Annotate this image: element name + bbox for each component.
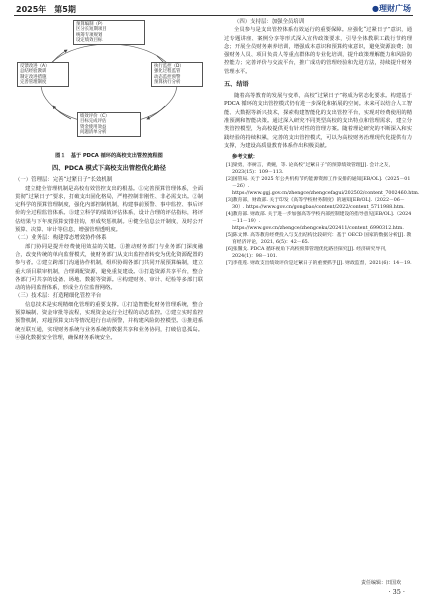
box-do-line-1: 强化过程监管 [154, 69, 181, 75]
box-plan [73, 20, 145, 45]
pdca-diagram [15, 18, 203, 150]
box-do-title: 执行监控（D） [154, 64, 184, 69]
box-do-line-2: 动态监控预警 [154, 74, 181, 80]
box-do-line-3: 预算执行分析 [154, 79, 181, 85]
section-4-title: 四、PDCA 模式下高校支出管控优化路径 [52, 165, 166, 173]
box-act-title: 反馈改进（A） [20, 64, 50, 69]
box-plan-title: 预算编制（P） [76, 22, 105, 27]
box-plan-line-2: 统筹专项规划 [76, 32, 103, 38]
left-column [15, 18, 203, 342]
subsection-3-title: （三）技术层：打造精细化管控平台 [15, 293, 102, 300]
reference-item: [4]教育部. 财政部. 关于进一步加强高等学校内部控制建设的指导意见[EB/OL].（2024－11－19）. https://www.gov.cn/zhengce/zhengceku/202411/content_6990312.htm. [226, 212, 412, 232]
box-check-line-1: 目标完成评估 [80, 119, 107, 125]
subsection-2-body: 部门协同是提升经费使用效益的关键。①推动财务部门与业务部门深度融合，改变传统的单向监督模式，使财务部门从支出监控者转变为优化资源配置的参与者。②建立跨部门沟通协作机制，组织协调各部门共同开展预算编制，建立重大项目联审机制，合理调配资源，避免重复建设。③打造资源共享平台，整合各部门可共享的设备、场地、数据等资源。④构建财务、审计、纪检等多部门联动的协同监督体系，形成全方位监督网络。 [15, 243, 203, 292]
box-check [77, 112, 141, 137]
subsection-4-title: （四）支持层：加强全员培训 [234, 19, 305, 25]
subsection-1-body: 建立健全管理机制是高校有效管控支出的根基。①完善预算管理体系，全面贯彻“过紧日子”要求，打破支出固化格局，严格控制非刚性、非必需支出。②制定科学的预算管理制度，强化内部控制机制，构建事前预警、事中监控、事后评价的全过程监管体系。③建立科学的绩效评估体系，设计合理的评估指标，将评估结果与下年度预算安排挂钩，形成奖惩机制。④健全信息公开制度，及时公开预算、决算、审计等信息，增强管理透明度。 [15, 185, 203, 234]
box-check-line-3: 问题清单分析 [80, 129, 107, 135]
reference-item: [3]教育部，财政部. 关于印发《高等学校财务制度》的通知[EB/OL].（2022－06－30）. https://www.gov.cn/gongbao/content/2022/content_5711988.htm. [226, 198, 405, 211]
header-rule [14, 15, 413, 16]
references-title: 参考文献： [232, 154, 258, 161]
subsection-4-body: 全员参与是支出管控体系有效运行的重要保障。应强化“过紧日子”意识，通过专题讲座、案例分享等形式深入宣传政策要求，引导全体教职工践行节约理念；开展全员财务素养培训，增强成本意识和预算约束意识，避免资源浪费；加强财务人员、项目负责人等重点群体的专业化培训，提升政策理解能力和风险防控能力；完善评价与交流平台，推广成功的管理经验和先进方法，持续提升财务管理水平。 [224, 27, 412, 75]
section-5-body: 随着高等教育的发展与变革，高校“过紧日子”将成为常态化要求。构建基于 PDCA 循环的支出管控模式仍有进一步深化和拓展的空间。未来可以结合人工智能、大数据等新兴技术，探索构建智能化的支出管控平台，实现对经费使用的精准预测和智能决策。通过深入研究不同类型高校的支出特点和管理需求，建立分类管控模型，为高校提供更有针对性的管理方案。随着理论研究的不断深入和实践经验的持续积累，完善的支出管控模式，可以为高校财务治理现代化提供有力支撑，为建设高质量教育体系作出积极贡献。 [224, 93, 412, 149]
box-act-line-3: 完善管理制度 [20, 79, 47, 85]
page-number: · 35 · [388, 588, 405, 596]
box-act [17, 62, 69, 87]
subsection-2-title: （二）业务层：构建常态增效协作体系 [15, 235, 107, 242]
editor-credit: 责任编辑：田国欢 [360, 580, 401, 586]
reference-item: [6]张馨戈. PDCA 循环视角下高校预算管理优化路径探究[J]. 经济研究导刊，2024(1)：98－101. [226, 247, 390, 260]
box-check-title: 绩效评价（C） [80, 114, 110, 119]
reference-item: [2]国管局. 关于 2025 年公共机构节约能源资源工作安排的通知[EB/OL].（2025－01－26）. https://www.ggj.gov.cn/zhengce/zhengcefagui/202502/content_7002460.htm. [226, 177, 420, 197]
box-act-line-1: 总结经验教训 [20, 69, 47, 75]
section-5-title: 五、结语 [224, 81, 249, 89]
box-plan-line-1: 区分长短期项目 [76, 27, 107, 33]
subsection-1-title: （一）管理层：完善“过紧日子”长效机制 [15, 177, 113, 184]
reference-item: [7]李莲莲. 财政支出绩效评价是过紧日子的重要抓手[J]. 财政监督，2021(6)：14－19. [226, 261, 412, 267]
arrow-c-to-a [53, 106, 71, 119]
box-plan-line-3: 设定绩效目标 [76, 37, 103, 43]
figure-caption: 图１ 基于 PDCA 循环的高校支出管控流程图 [55, 153, 163, 159]
arrow-d-to-c [147, 106, 165, 119]
box-do [151, 62, 203, 87]
column-name: ●理财广场 [372, 4, 411, 13]
right-column [224, 18, 420, 267]
box-act-line-2: 制定改进措施 [20, 74, 47, 80]
box-check-line-2: 资金使用效益 [80, 124, 107, 130]
journal-issue: 2025年 第5期 [16, 5, 76, 14]
subsection-3-body: 信息技术是实现精细化管理的重要支撑。①打造智能化财务管理系统，整合预算编制、资金审批等流程，实现资金运行全过程的动态监控。②建立实时监控预警机制，对超预算支出等情况进行自动预警，并构建风险防控模型。③推进系统互联互通，实现财务系统与业务系统的数据共享和业务协同，打破信息孤岛。④强化数据安全管理，确保财务系统安全。 [15, 301, 203, 341]
reference-item: [1]梁勇，李树言，黄婉，等. 论高校“过紧日子”的预算绩效管理[J]. 会计之友，2023(15)：109－113. [226, 163, 394, 176]
reference-item: [5]陈文博. 高等教育经费投入与支出结构比较研究：基于 OECD 国家的数据分析[J]. 教育经济评论，2021, 6(5)：42－65. [226, 233, 412, 246]
